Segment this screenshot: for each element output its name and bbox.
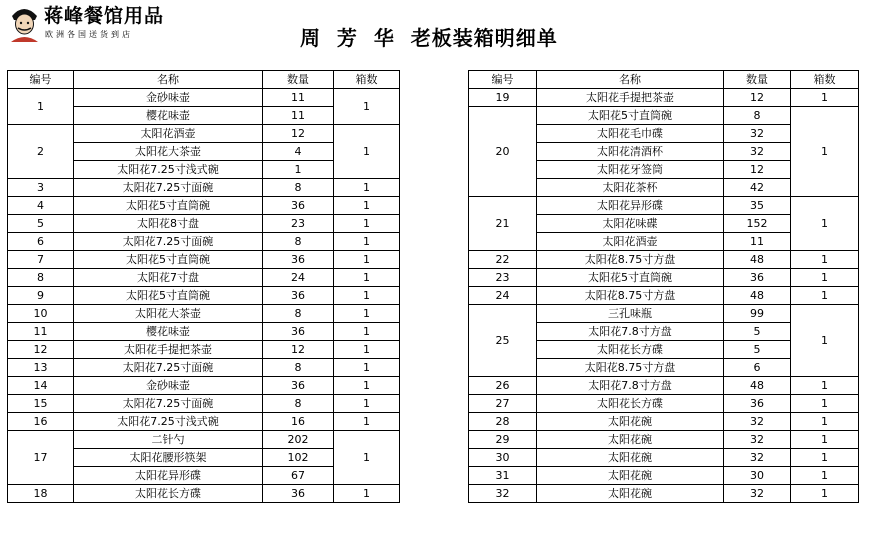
box-number: 4 — [8, 197, 74, 215]
item-name: 樱花味壶 — [74, 323, 263, 341]
box-number: 6 — [8, 233, 74, 251]
box-count: 1 — [334, 197, 400, 215]
item-name: 三孔味瓶 — [537, 305, 724, 323]
item-name: 太阳花7.8寸方盘 — [537, 323, 724, 341]
item-quantity: 1 — [263, 161, 334, 179]
item-quantity: 5 — [724, 341, 791, 359]
item-name: 太阳花异形碟 — [537, 197, 724, 215]
table-row — [469, 89, 859, 107]
box-count: 1 — [791, 413, 859, 431]
header-boxes: 箱数 — [334, 71, 400, 89]
item-name: 太阳花5寸直筒碗 — [537, 269, 724, 287]
item-name: 太阳花7.25寸浅式碗 — [74, 161, 263, 179]
item-quantity: 5 — [724, 323, 791, 341]
item-quantity: 8 — [263, 395, 334, 413]
item-quantity: 32 — [724, 143, 791, 161]
box-number: 22 — [469, 251, 537, 269]
box-number: 14 — [8, 377, 74, 395]
box-number: 24 — [469, 287, 537, 305]
box-number: 30 — [469, 449, 537, 467]
table-row — [469, 395, 859, 413]
item-quantity: 12 — [724, 89, 791, 107]
table-row — [8, 395, 400, 413]
item-quantity: 24 — [263, 269, 334, 287]
box-count: 1 — [334, 431, 400, 485]
item-name: 太阳花7.25寸面碗 — [74, 179, 263, 197]
item-quantity: 12 — [263, 341, 334, 359]
item-name: 太阳花腰形筷架 — [74, 449, 263, 467]
box-number: 11 — [8, 323, 74, 341]
item-name: 太阳花长方碟 — [537, 341, 724, 359]
box-count: 1 — [791, 449, 859, 467]
box-number: 3 — [8, 179, 74, 197]
box-count: 1 — [791, 251, 859, 269]
item-name: 太阳花碗 — [537, 467, 724, 485]
item-quantity: 8 — [263, 359, 334, 377]
item-name: 太阳花大茶壶 — [74, 305, 263, 323]
brand-logo — [8, 4, 165, 44]
header-qty: 数量 — [724, 71, 791, 89]
box-number: 23 — [469, 269, 537, 287]
box-count: 1 — [334, 323, 400, 341]
box-number: 18 — [8, 485, 74, 503]
header-qty: 数量 — [263, 71, 334, 89]
item-quantity: 36 — [263, 287, 334, 305]
item-quantity: 36 — [724, 395, 791, 413]
box-number: 31 — [469, 467, 537, 485]
table-row — [469, 449, 859, 467]
item-name: 太阳花酒壶 — [537, 233, 724, 251]
item-name: 太阳花长方碟 — [537, 395, 724, 413]
item-name: 太阳花7寸盘 — [74, 269, 263, 287]
box-number: 1 — [8, 89, 74, 125]
item-quantity: 4 — [263, 143, 334, 161]
table-row — [469, 431, 859, 449]
box-count: 1 — [791, 431, 859, 449]
table-row — [8, 179, 400, 197]
box-number: 29 — [469, 431, 537, 449]
header-boxes: 箱数 — [791, 71, 859, 89]
box-count: 1 — [791, 269, 859, 287]
item-name: 太阳花碗 — [537, 449, 724, 467]
item-quantity: 48 — [724, 377, 791, 395]
item-quantity: 48 — [724, 287, 791, 305]
item-name: 太阳花7.25寸面碗 — [74, 359, 263, 377]
item-name: 太阳花5寸直筒碗 — [74, 251, 263, 269]
item-quantity: 202 — [263, 431, 334, 449]
item-quantity: 32 — [724, 413, 791, 431]
table-row — [469, 269, 859, 287]
item-quantity: 8 — [263, 305, 334, 323]
box-number: 21 — [469, 197, 537, 251]
table-row — [469, 305, 859, 323]
item-name: 太阳花异形碟 — [74, 467, 263, 485]
table-row — [469, 107, 859, 125]
brand-name: 蒋峰餐馆用品 — [44, 5, 165, 27]
table-row — [8, 125, 400, 143]
item-quantity: 8 — [724, 107, 791, 125]
box-number: 20 — [469, 107, 537, 197]
table-row — [8, 287, 400, 305]
item-quantity: 36 — [724, 269, 791, 287]
box-count: 1 — [334, 215, 400, 233]
item-name: 太阳花7.25寸面碗 — [74, 233, 263, 251]
box-number: 25 — [469, 305, 537, 377]
table-row — [469, 287, 859, 305]
table-row — [8, 359, 400, 377]
item-name: 太阳花毛巾碟 — [537, 125, 724, 143]
item-quantity: 6 — [724, 359, 791, 377]
table-row — [8, 269, 400, 287]
table-row — [469, 413, 859, 431]
item-quantity: 36 — [263, 251, 334, 269]
item-quantity: 152 — [724, 215, 791, 233]
box-number: 10 — [8, 305, 74, 323]
table-row — [8, 413, 400, 431]
box-count: 1 — [334, 341, 400, 359]
item-quantity: 32 — [724, 431, 791, 449]
box-count: 1 — [334, 395, 400, 413]
table-row — [8, 89, 400, 107]
item-name: 金砂味壶 — [74, 377, 263, 395]
page-title: 周 芳 华 老板装箱明细单 — [300, 26, 558, 50]
table-row — [8, 431, 400, 449]
item-name: 太阳花8寸盘 — [74, 215, 263, 233]
box-count: 1 — [334, 359, 400, 377]
item-name: 太阳花手提把茶壶 — [537, 89, 724, 107]
table-row — [8, 305, 400, 323]
table-header-row — [8, 71, 400, 89]
item-quantity: 12 — [263, 125, 334, 143]
table-row — [8, 485, 400, 503]
item-name: 樱花味壶 — [74, 107, 263, 125]
item-quantity: 36 — [263, 197, 334, 215]
item-name: 太阳花牙签筒 — [537, 161, 724, 179]
item-quantity: 16 — [263, 413, 334, 431]
item-quantity: 48 — [724, 251, 791, 269]
item-name: 太阳花手提把茶壶 — [74, 341, 263, 359]
brand-tagline: 欧洲各国送货到店 — [45, 30, 133, 39]
item-name: 太阳花大茶壶 — [74, 143, 263, 161]
item-name: 太阳花碗 — [537, 485, 724, 503]
box-number: 7 — [8, 251, 74, 269]
item-name: 太阳花8.75寸方盘 — [537, 287, 724, 305]
item-name: 太阳花7.25寸浅式碗 — [74, 413, 263, 431]
box-count: 1 — [791, 377, 859, 395]
box-number: 15 — [8, 395, 74, 413]
box-number: 17 — [8, 431, 74, 485]
item-name: 太阳花7.8寸方盘 — [537, 377, 724, 395]
box-number: 28 — [469, 413, 537, 431]
box-count: 1 — [334, 269, 400, 287]
box-count: 1 — [334, 305, 400, 323]
table-row — [469, 251, 859, 269]
item-quantity: 35 — [724, 197, 791, 215]
item-quantity: 67 — [263, 467, 334, 485]
item-name: 太阳花7.25寸面碗 — [74, 395, 263, 413]
box-count: 1 — [791, 305, 859, 377]
box-count: 1 — [791, 287, 859, 305]
box-number: 5 — [8, 215, 74, 233]
box-count: 1 — [334, 89, 400, 125]
item-quantity: 102 — [263, 449, 334, 467]
item-name: 太阳花5寸直筒碗 — [74, 287, 263, 305]
box-number: 8 — [8, 269, 74, 287]
box-number: 32 — [469, 485, 537, 503]
item-name: 太阳花8.75寸方盘 — [537, 359, 724, 377]
box-count: 1 — [791, 467, 859, 485]
box-count: 1 — [791, 89, 859, 107]
table-row — [8, 377, 400, 395]
box-count: 1 — [791, 197, 859, 251]
table-header-row — [469, 71, 859, 89]
table-row — [8, 215, 400, 233]
item-quantity: 99 — [724, 305, 791, 323]
box-number: 19 — [469, 89, 537, 107]
item-name: 太阳花茶杯 — [537, 179, 724, 197]
item-quantity: 36 — [263, 485, 334, 503]
header-name: 名称 — [74, 71, 263, 89]
box-count: 1 — [334, 233, 400, 251]
table-body-left — [8, 89, 400, 503]
item-name: 二针勺 — [74, 431, 263, 449]
item-name: 太阳花碗 — [537, 431, 724, 449]
chef-avatar-icon — [8, 4, 41, 42]
table-row — [469, 197, 859, 215]
box-count: 1 — [791, 107, 859, 197]
item-quantity: 30 — [724, 467, 791, 485]
item-name: 太阳花酒壶 — [74, 125, 263, 143]
box-count: 1 — [334, 485, 400, 503]
item-quantity: 32 — [724, 125, 791, 143]
box-number: 9 — [8, 287, 74, 305]
item-quantity: 36 — [263, 377, 334, 395]
item-quantity: 23 — [263, 215, 334, 233]
header-no: 编号 — [469, 71, 537, 89]
box-count: 1 — [791, 395, 859, 413]
table-row — [8, 233, 400, 251]
item-quantity: 42 — [724, 179, 791, 197]
box-count: 1 — [334, 377, 400, 395]
header-no: 编号 — [8, 71, 74, 89]
box-count: 1 — [334, 287, 400, 305]
item-name: 太阳花5寸直筒碗 — [74, 197, 263, 215]
box-count: 1 — [334, 413, 400, 431]
box-number: 13 — [8, 359, 74, 377]
item-name: 太阳花清酒杯 — [537, 143, 724, 161]
item-quantity: 12 — [724, 161, 791, 179]
item-quantity: 32 — [724, 485, 791, 503]
table-row — [469, 377, 859, 395]
box-number: 2 — [8, 125, 74, 179]
header-name: 名称 — [537, 71, 724, 89]
item-quantity: 36 — [263, 323, 334, 341]
box-count: 1 — [334, 251, 400, 269]
box-number: 12 — [8, 341, 74, 359]
table-row — [8, 197, 400, 215]
table-row — [8, 341, 400, 359]
box-number: 26 — [469, 377, 537, 395]
packing-table-right — [468, 70, 859, 503]
item-quantity: 11 — [724, 233, 791, 251]
item-name: 太阳花味碟 — [537, 215, 724, 233]
table-row — [8, 251, 400, 269]
item-name: 太阳花8.75寸方盘 — [537, 251, 724, 269]
item-name: 金砂味壶 — [74, 89, 263, 107]
table-row — [8, 323, 400, 341]
item-name: 太阳花碗 — [537, 413, 724, 431]
box-count: 1 — [791, 485, 859, 503]
packing-table-left — [7, 70, 400, 503]
table-row — [469, 485, 859, 503]
item-quantity: 11 — [263, 107, 334, 125]
table-row — [469, 467, 859, 485]
box-number: 16 — [8, 413, 74, 431]
item-quantity: 11 — [263, 89, 334, 107]
box-count: 1 — [334, 179, 400, 197]
item-quantity: 8 — [263, 233, 334, 251]
box-number: 27 — [469, 395, 537, 413]
item-quantity: 32 — [724, 449, 791, 467]
item-name: 太阳花长方碟 — [74, 485, 263, 503]
table-body-right — [469, 89, 859, 503]
item-name: 太阳花5寸直筒碗 — [537, 107, 724, 125]
box-count: 1 — [334, 125, 400, 179]
item-quantity: 8 — [263, 179, 334, 197]
